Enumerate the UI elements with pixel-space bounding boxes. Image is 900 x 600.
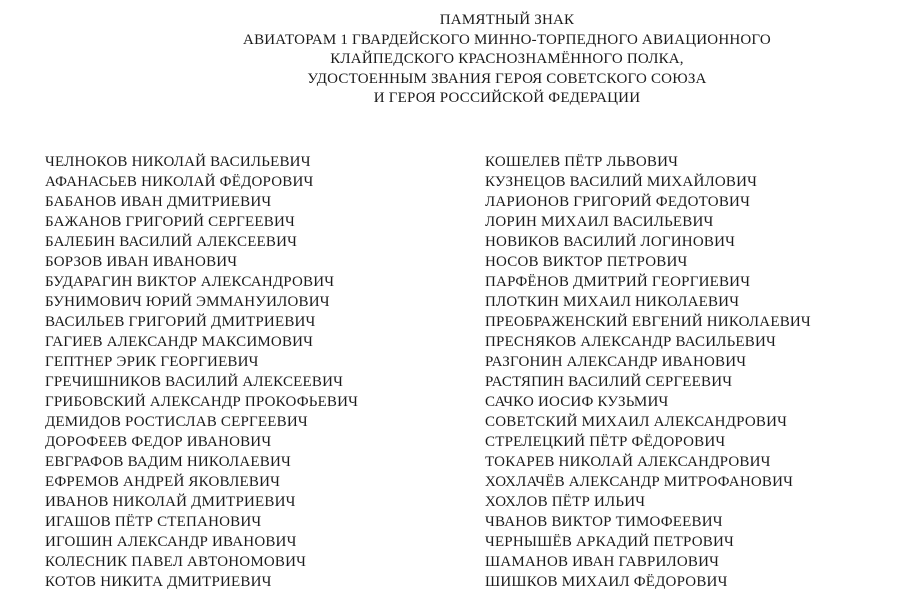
name-entry: ГАГИЕВ АЛЕКСАНДР МАКСИМОВИЧ (45, 334, 314, 350)
name-entry: ШИШКОВ МИХАИЛ ФЁДОРОВИЧ (485, 574, 728, 590)
name-entry: ЛОРИН МИХАИЛ ВАСИЛЬЕВИЧ (485, 214, 714, 230)
name-entry: БОРЗОВ ИВАН ИВАНОВИЧ (45, 254, 238, 270)
title-line: АВИАТОРАМ 1 ГВАРДЕЙСКОГО МИННО-ТОРПЕДНОГО АВИАЦИОННОГО (243, 31, 771, 48)
name-entry: ЧЕРНЫШЁВ АРКАДИЙ ПЕТРОВИЧ (485, 534, 734, 550)
name-entry: ХОХЛАЧЁВ АЛЕКСАНДР МИТРОФАНОВИЧ (485, 474, 794, 490)
names-column-right (485, 152, 811, 592)
name-entry: ИВАНОВ НИКОЛАЙ ДМИТРИЕВИЧ (45, 494, 296, 510)
name-entry: ИГАШОВ ПЁТР СТЕПАНОВИЧ (45, 514, 262, 530)
name-entry: БАЖАНОВ ГРИГОРИЙ СЕРГЕЕВИЧ (45, 214, 295, 230)
name-entry: СОВЕТСКИЙ МИХАИЛ АЛЕКСАНДРОВИЧ (485, 414, 788, 430)
name-entry: ЕВГРАФОВ ВАДИМ НИКОЛАЕВИЧ (45, 454, 291, 470)
name-entry: ГЕПТНЕР ЭРИК ГЕОРГИЕВИЧ (45, 354, 259, 370)
name-entry: ХОХЛОВ ПЁТР ИЛЬИЧ (485, 494, 646, 510)
name-entry: ПАРФЁНОВ ДМИТРИЙ ГЕОРГИЕВИЧ (485, 274, 751, 290)
name-entry: НОВИКОВ ВАСИЛИЙ ЛОГИНОВИЧ (485, 234, 736, 250)
name-entry: ДЕМИДОВ РОСТИСЛАВ СЕРГЕЕВИЧ (45, 414, 308, 430)
name-entry: ЧВАНОВ ВИКТОР ТИМОФЕЕВИЧ (485, 514, 723, 530)
title-line: И ГЕРОЯ РОССИЙСКОЙ ФЕДЕРАЦИИ (373, 90, 641, 106)
title-line: КЛАЙПЕДСКОГО КРАСНОЗНАМЁННОГО ПОЛКА, (330, 51, 684, 67)
name-entry: БУНИМОВИЧ ЮРИЙ ЭММАНУИЛОВИЧ (45, 294, 330, 310)
name-entry: КУЗНЕЦОВ ВАСИЛИЙ МИХАЙЛОВИЧ (485, 174, 758, 190)
name-entry: БАЛЕБИН ВАСИЛИЙ АЛЕКСЕЕВИЧ (45, 234, 298, 250)
name-entry: КОТОВ НИКИТА ДМИТРИЕВИЧ (45, 574, 272, 590)
name-entry: ЛАРИОНОВ ГРИГОРИЙ ФЕДОТОВИЧ (485, 194, 751, 210)
name-entry: ПЛОТКИН МИХАИЛ НИКОЛАЕВИЧ (485, 294, 740, 310)
title-line: ПАМЯТНЫЙ ЗНАК (439, 12, 575, 28)
name-entry: ИГОШИН АЛЕКСАНДР ИВАНОВИЧ (45, 534, 297, 550)
name-entry: ШАМАНОВ ИВАН ГАВРИЛОВИЧ (485, 554, 720, 570)
name-entry: ВАСИЛЬЕВ ГРИГОРИЙ ДМИТРИЕВИЧ (45, 314, 316, 330)
name-entry: САЧКО ИОСИФ КУЗЬМИЧ (485, 394, 669, 410)
name-entry: РАЗГОНИН АЛЕКСАНДР ИВАНОВИЧ (485, 354, 747, 370)
name-entry: ЧЕЛНОКОВ НИКОЛАЙ ВАСИЛЬЕВИЧ (45, 154, 311, 170)
title-line: УДОСТОЕННЫМ ЗВАНИЯ ГЕРОЯ СОВЕТСКОГО СОЮЗА (307, 70, 707, 87)
name-entry: КОШЕЛЕВ ПЁТР ЛЬВОВИЧ (485, 154, 679, 170)
document-title-block (0, 11, 900, 109)
name-entry: БУДАРАГИН ВИКТОР АЛЕКСАНДРОВИЧ (45, 274, 335, 290)
name-entry: АФАНАСЬЕВ НИКОЛАЙ ФЁДОРОВИЧ (45, 174, 314, 190)
name-entry: НОСОВ ВИКТОР ПЕТРОВИЧ (485, 254, 688, 270)
name-entry: ПРЕСНЯКОВ АЛЕКСАНДР ВАСИЛЬЕВИЧ (485, 334, 776, 350)
name-entry: КОЛЕСНИК ПАВЕЛ АВТОНОМОВИЧ (45, 554, 307, 570)
name-entry: ЕФРЕМОВ АНДРЕЙ ЯКОВЛЕВИЧ (45, 474, 281, 490)
name-entry: ПРЕОБРАЖЕНСКИЙ ЕВГЕНИЙ НИКОЛАЕВИЧ (485, 314, 811, 330)
name-entry: ГРЕЧИШНИКОВ ВАСИЛИЙ АЛЕКСЕЕВИЧ (45, 374, 344, 390)
name-entry: СТРЕЛЕЦКИЙ ПЁТР ФЁДОРОВИЧ (485, 434, 726, 450)
name-entry: ГРИБОВСКИЙ АЛЕКСАНДР ПРОКОФЬЕВИЧ (45, 394, 359, 410)
name-entry: РАСТЯПИН ВАСИЛИЙ СЕРГЕЕВИЧ (485, 374, 733, 390)
name-entry: ДОРОФЕЕВ ФЕДОР ИВАНОВИЧ (45, 434, 272, 450)
name-entry: ТОКАРЕВ НИКОЛАЙ АЛЕКСАНДРОВИЧ (485, 454, 771, 470)
name-entry: БАБАНОВ ИВАН ДМИТРИЕВИЧ (45, 194, 272, 210)
names-column-left (45, 152, 358, 592)
